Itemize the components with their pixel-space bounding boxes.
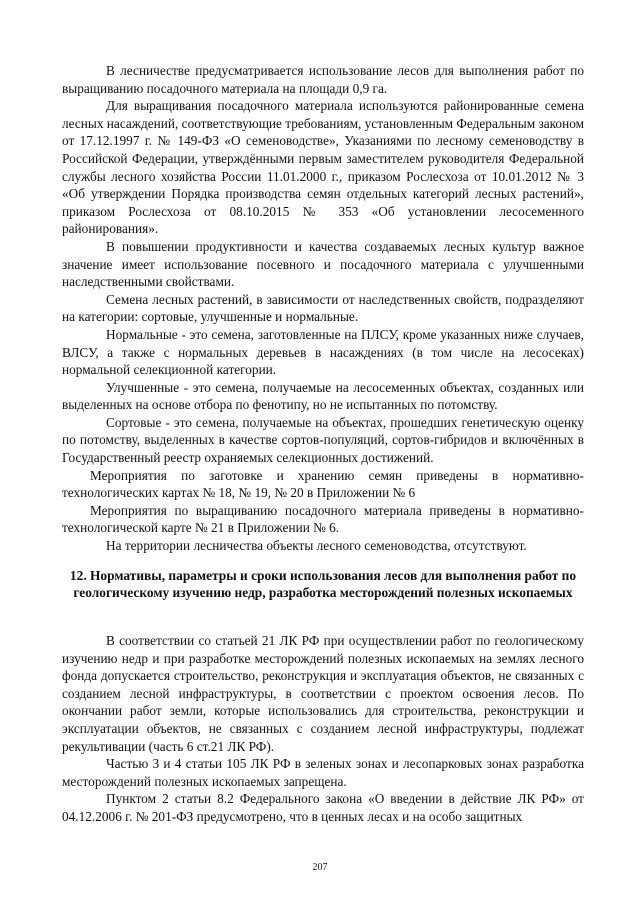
paragraph: Для выращивания посадочного материала используются районированные семена лесных насаждений, соответствующие требованиям, установленным Федеральным законом от 17.12.1997 г. № 149-ФЗ «О семеноводстве», Указаниями по лесному семеноводству в Российской Федерации, утверждёнными первым заместителем руководителя Федеральной службы лесного хозяйства России 11.01.2000 г., приказом Рослесхоза от 10.01.2012 № 3 «Об утверждении Порядка производства семян отдельных категорий лесных растений», приказом Рослесхоза от 08.10.2015 № 353 «Об установлении лесосеменного районирования».	[62, 98, 584, 237]
paragraph: Мероприятия по заготовке и хранению семян приведены в нормативно-технологических картах № 18, № 19, № 20 в Приложении № 6	[62, 467, 584, 501]
page-number: 207	[312, 862, 328, 873]
paragraph: Частью 3 и 4 статьи 105 ЛК РФ в зеленых зонах и лесопарковых зонах разработка месторождений полезных ископаемых запрещена.	[62, 756, 584, 789]
paragraph: Нормальные - это семена, заготовленные на ПЛСУ, кроме указанных ниже случаев, ВЛСУ, а также с нормальных деревьев в насаждениях (в том числе на лесосеках) нормальной селекционной категории.	[62, 326, 584, 378]
body-text-bottom	[62, 632, 584, 826]
paragraph: В повышении продуктивности и качества создаваемых лесных культур важное значение имеет использование посевного и посадочного материала с улучшенными наследственными свойствами.	[62, 238, 584, 290]
paragraph: Мероприятия по выращиванию посадочного материала приведены в нормативно-технологической карте № 21 в Приложении № 6.	[62, 502, 584, 536]
paragraph: В лесничестве предусматривается использование лесов для выполнения работ по выращиванию посадочного материала на площади 0,9 га.	[62, 63, 584, 96]
body-text-top	[62, 62, 584, 555]
paragraph: В соответствии со статьей 21 ЛК РФ при осуществлении работ по геологическому изучению недр и при разработке месторождений полезных ископаемых на землях лесного фонда допускается строительство, реконструкция и эксплуатация объектов, не связанных с созданием лесной инфраструктуры, в соответствии с проектом освоения лесов. По окончании работ земли, которые использовались для строительства, реконструкции и эксплуатации объектов, не связанных с созданием лесной инфраструктуры, подлежат рекультивации (часть 6 ст.21 ЛК РФ).	[62, 633, 584, 754]
paragraph: Пунктом 2 статьи 8.2 Федерального закона «О введении в действие ЛК РФ» от 04.12.2006 г. № 201-ФЗ предусмотрено, что в ценных лесах и на особо защитных	[62, 791, 584, 824]
paragraph: На территории лесничества объекты лесного семеноводства, отсутствуют.	[106, 538, 527, 554]
paragraph: Улучшенные - это семена, получаемые на лесосеменных объектах, созданных или выделенных на основе отбора по фенотипу, но не испытанных по потомству.	[62, 379, 584, 413]
paragraph: Семена лесных растений, в зависимости от наследственных свойств, подразделяют на категории: сортовые, улучшенные и нормальные.	[62, 291, 584, 325]
paragraph: Сортовые - это семена, получаемые на объектах, прошедших генетическую оценку по потомству, выделенных в качестве сортов-популяций, сортов-гибридов и включённых в Государственный реестр охраняемых селекционных достижений.	[62, 414, 584, 466]
section-heading: 12. Нормативы, параметры и сроки использования лесов для выполнения работ по геологическому изучению недр, разработка месторождений полезных ископаемых	[69, 568, 577, 600]
